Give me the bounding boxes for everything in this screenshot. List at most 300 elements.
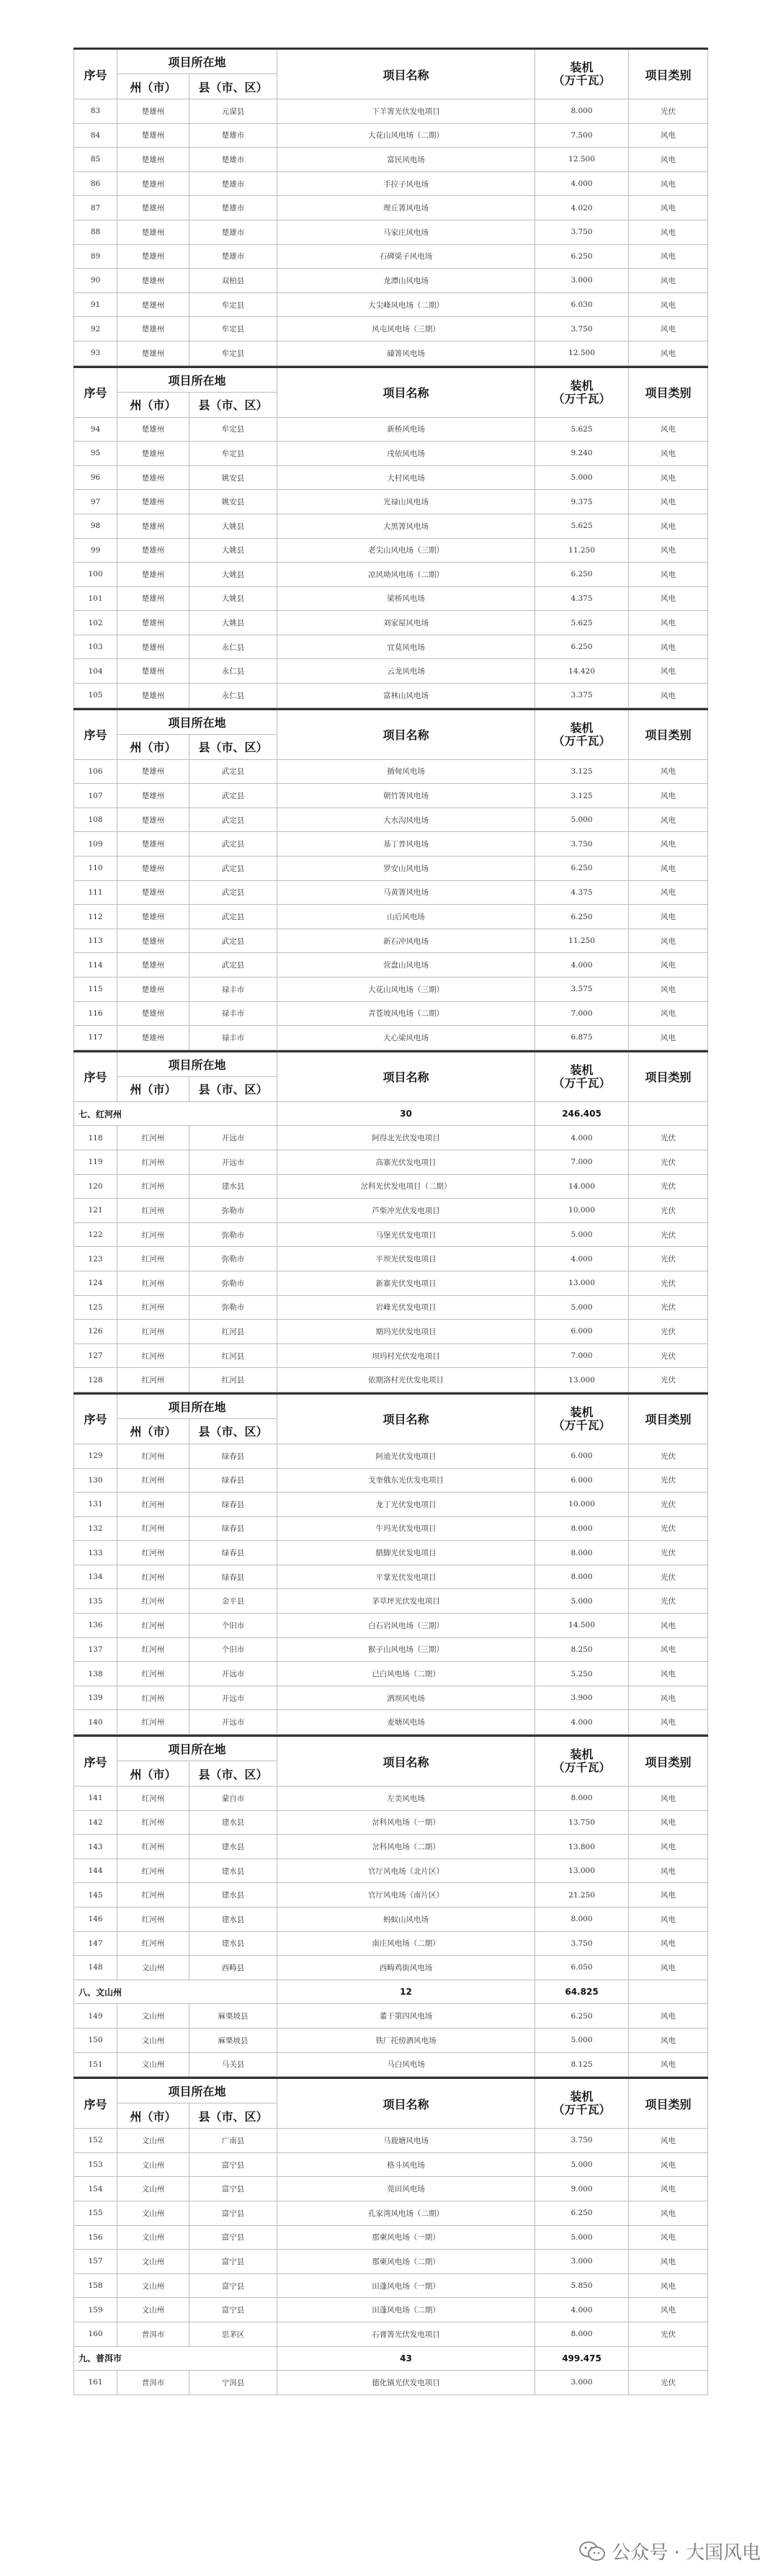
cell-state: 红河州 <box>117 1444 189 1468</box>
table-row <box>74 1150 708 1174</box>
cell-seq: 142 <box>74 1810 117 1835</box>
cell-seq: 103 <box>74 635 117 659</box>
cell-state: 楚雄州 <box>117 196 189 220</box>
cell-county: 弥勒市 <box>189 1271 277 1295</box>
cell-project-name: 依期洛村光伏发电项目 <box>277 1368 535 1392</box>
cell-category: 风电 <box>629 514 708 538</box>
region-category <box>629 1101 708 1126</box>
cell-seq: 84 <box>74 123 117 148</box>
cell-category: 风电 <box>629 1710 708 1735</box>
cell-seq: 93 <box>74 341 117 365</box>
cell-county: 开远市 <box>189 1686 277 1710</box>
table-row <box>74 1786 708 1811</box>
cell-seq: 133 <box>74 1541 117 1565</box>
header-county: 县（市、区） <box>189 2103 277 2129</box>
header-state: 州（市） <box>117 1418 189 1444</box>
cell-seq: 126 <box>74 1320 117 1344</box>
cell-seq: 125 <box>74 1295 117 1320</box>
table-row <box>74 171 708 196</box>
cell-state: 楚雄州 <box>117 514 189 538</box>
cell-state: 楚雄州 <box>117 341 189 365</box>
header-location: 项目所在地 <box>117 49 277 74</box>
cell-project-name: 田蓬风电场（二期） <box>277 2298 535 2322</box>
cell-category: 光伏 <box>629 1271 708 1295</box>
cell-project-name: 马堡光伏发电项目 <box>277 1222 535 1247</box>
header-seq: 序号 <box>74 1736 117 1786</box>
cell-capacity: 4.000 <box>535 171 629 196</box>
cell-county: 禄丰市 <box>189 978 277 1002</box>
header-capacity-line1: 装机 <box>570 1405 594 1419</box>
table-row <box>74 1541 708 1565</box>
cell-category: 风电 <box>629 1908 708 1932</box>
cell-category: 光伏 <box>629 1199 708 1223</box>
cell-capacity: 6.250 <box>535 905 629 929</box>
header-category: 项目类别 <box>629 49 708 99</box>
cell-capacity: 14.500 <box>535 1614 629 1638</box>
cell-state: 红河州 <box>117 1468 189 1493</box>
cell-county: 武定县 <box>189 808 277 832</box>
table-row <box>74 1126 708 1150</box>
cell-project-name: 平坝光伏发电项目 <box>277 1247 535 1271</box>
cell-state: 楚雄州 <box>117 808 189 832</box>
cell-capacity: 3.750 <box>535 1931 629 1956</box>
cell-capacity: 9.240 <box>535 442 629 466</box>
cell-category: 风电 <box>629 2052 708 2077</box>
header-capacity <box>535 367 629 417</box>
cell-seq: 91 <box>74 292 117 317</box>
cell-county: 富宁县 <box>189 2225 277 2250</box>
cell-state: 楚雄州 <box>117 563 189 587</box>
cell-category: 光伏 <box>629 2371 708 2395</box>
cell-seq: 136 <box>74 1614 117 1638</box>
table-row <box>74 538 708 563</box>
cell-state: 红河州 <box>117 1859 189 1883</box>
header-row <box>74 49 708 74</box>
cell-category: 风电 <box>629 490 708 514</box>
cell-category: 光伏 <box>629 1320 708 1344</box>
table-row <box>74 1908 708 1932</box>
cell-project-name: 岩峰光伏发电项目 <box>277 1295 535 1320</box>
header-row <box>74 367 708 392</box>
table-row <box>74 1835 708 1859</box>
cell-category: 风电 <box>629 148 708 172</box>
cell-project-name: 铁厂托傍洒风电场 <box>277 2028 535 2052</box>
cell-project-name: 理丘箐风电场 <box>277 196 535 220</box>
table-row <box>74 905 708 929</box>
cell-project-name: 孔家湾风电场（二期） <box>277 2201 535 2225</box>
cell-capacity: 21.250 <box>535 1883 629 1908</box>
table-row <box>74 1222 708 1247</box>
table-row <box>74 659 708 684</box>
cell-project-name: 田蓬风电场（一期） <box>277 2273 535 2298</box>
cell-state: 文山州 <box>117 2250 189 2274</box>
table-row <box>74 1368 708 1392</box>
cell-seq: 155 <box>74 2201 117 2225</box>
cell-capacity: 9.000 <box>535 2177 629 2201</box>
cell-project-name: 青苍坡风电场（二期） <box>277 1001 535 1026</box>
header-capacity-line2: （万千瓦） <box>553 1075 611 1090</box>
cell-capacity: 13.750 <box>535 1810 629 1835</box>
cell-county: 楚雄市 <box>189 171 277 196</box>
cell-state: 红河州 <box>117 1320 189 1344</box>
cell-county: 绿春县 <box>189 1565 277 1589</box>
cell-county: 开远市 <box>189 1126 277 1150</box>
cell-state: 楚雄州 <box>117 465 189 490</box>
cell-capacity: 6.050 <box>535 1956 629 1980</box>
cell-state: 红河州 <box>117 1810 189 1835</box>
cell-county: 富宁县 <box>189 2250 277 2274</box>
cell-capacity: 14.420 <box>535 659 629 684</box>
header-county: 县（市、区） <box>189 734 277 759</box>
cell-project-name: 基丁普风电场 <box>277 832 535 857</box>
cell-state: 文山州 <box>117 2152 189 2177</box>
cell-state: 楚雄州 <box>117 929 189 953</box>
cell-seq: 143 <box>74 1835 117 1859</box>
header-location: 项目所在地 <box>117 709 277 734</box>
cell-capacity: 8.125 <box>535 2052 629 2077</box>
cell-seq: 113 <box>74 929 117 953</box>
cell-category: 风电 <box>629 563 708 587</box>
table-row <box>74 857 708 881</box>
cell-state: 普洱市 <box>117 2371 189 2395</box>
cell-project-name: 阿得北光伏发电项目 <box>277 1126 535 1150</box>
cell-seq: 151 <box>74 2052 117 2077</box>
cell-category: 风电 <box>629 684 708 708</box>
cell-category: 光伏 <box>629 99 708 124</box>
cell-seq: 95 <box>74 442 117 466</box>
cell-state: 楚雄州 <box>117 784 189 808</box>
cell-state: 楚雄州 <box>117 317 189 341</box>
cell-category: 风电 <box>629 2004 708 2029</box>
cell-project-name: 茅草坪光伏发电项目 <box>277 1589 535 1614</box>
cell-category: 风电 <box>629 611 708 635</box>
cell-project-name: 风屯风电场（三期） <box>277 317 535 341</box>
table-row <box>74 123 708 148</box>
table-segment <box>73 1735 708 2077</box>
cell-state: 红河州 <box>117 1883 189 1908</box>
cell-state: 楚雄州 <box>117 953 189 978</box>
cell-project-name: 岔科风电场（一期） <box>277 1810 535 1835</box>
cell-seq: 129 <box>74 1444 117 1468</box>
cell-capacity: 5.000 <box>535 2028 629 2052</box>
header-category: 项目类别 <box>629 367 708 417</box>
table-row <box>74 1883 708 1908</box>
cell-state: 楚雄州 <box>117 417 189 442</box>
cell-state: 红河州 <box>117 1686 189 1710</box>
table-row <box>74 1468 708 1493</box>
table-segment <box>73 366 708 708</box>
cell-county: 禄丰市 <box>189 1001 277 1026</box>
cell-category: 光伏 <box>629 1343 708 1368</box>
cell-county: 永仁县 <box>189 635 277 659</box>
cell-state: 楚雄州 <box>117 635 189 659</box>
cell-county: 牟定县 <box>189 292 277 317</box>
cell-capacity: 4.375 <box>535 880 629 905</box>
cell-project-name: 官厅风电场（北片区） <box>277 1859 535 1883</box>
cell-capacity: 7.500 <box>535 123 629 148</box>
cell-county: 蒙自市 <box>189 1786 277 1811</box>
cell-capacity: 13.000 <box>535 1368 629 1392</box>
cell-county: 楚雄市 <box>189 244 277 269</box>
header-county: 县（市、区） <box>189 392 277 417</box>
header-project-name: 项目名称 <box>277 1051 535 1101</box>
cell-seq: 111 <box>74 880 117 905</box>
cell-state: 楚雄州 <box>117 442 189 466</box>
cell-project-name: 大黑箐风电场 <box>277 514 535 538</box>
cell-capacity: 8.000 <box>535 2322 629 2346</box>
cell-category: 风电 <box>629 857 708 881</box>
cell-county: 麻栗坡县 <box>189 2004 277 2029</box>
table-segment <box>73 48 708 366</box>
cell-state: 楚雄州 <box>117 832 189 857</box>
cell-capacity: 5.000 <box>535 1295 629 1320</box>
cell-seq: 131 <box>74 1493 117 1517</box>
header-project-name: 项目名称 <box>277 709 535 759</box>
table-row <box>74 2322 708 2346</box>
cell-state: 红河州 <box>117 1710 189 1735</box>
cell-seq: 153 <box>74 2152 117 2177</box>
header-category: 项目类别 <box>629 709 708 759</box>
cell-category: 风电 <box>629 2152 708 2177</box>
cell-state: 楚雄州 <box>117 148 189 172</box>
cell-county: 建水县 <box>189 1174 277 1199</box>
cell-seq: 98 <box>74 514 117 538</box>
cell-county: 大姚县 <box>189 586 277 611</box>
cell-county: 楚雄市 <box>189 123 277 148</box>
cell-state: 楚雄州 <box>117 244 189 269</box>
cell-capacity: 5.625 <box>535 417 629 442</box>
table-row <box>74 1493 708 1517</box>
cell-capacity: 10.000 <box>535 1493 629 1517</box>
cell-county: 楚雄市 <box>189 196 277 220</box>
header-project-name: 项目名称 <box>277 1393 535 1444</box>
cell-county: 开远市 <box>189 1150 277 1174</box>
header-row <box>74 1393 708 1418</box>
cell-capacity: 8.000 <box>535 1908 629 1932</box>
cell-seq: 101 <box>74 586 117 611</box>
region-capacity: 64.825 <box>535 1980 629 2004</box>
header-capacity <box>535 49 629 99</box>
table-row <box>74 2298 708 2322</box>
cell-seq: 145 <box>74 1883 117 1908</box>
table-row <box>74 2225 708 2250</box>
cell-county: 元谋县 <box>189 99 277 124</box>
table-row <box>74 1199 708 1223</box>
table-row <box>74 1565 708 1589</box>
cell-county: 大姚县 <box>189 514 277 538</box>
cell-county: 建水县 <box>189 1931 277 1956</box>
cell-project-name: 莞田风电场 <box>277 2177 535 2201</box>
table-row <box>74 99 708 124</box>
header-capacity-line2: （万千瓦） <box>553 733 611 748</box>
header-capacity-line2: （万千瓦） <box>553 73 611 87</box>
header-capacity-line1: 装机 <box>570 2090 594 2104</box>
header-capacity-line1: 装机 <box>570 720 594 735</box>
header-capacity <box>535 1736 629 1786</box>
table-row <box>74 2250 708 2274</box>
cell-project-name: 新寨光伏发电项目 <box>277 1271 535 1295</box>
table-row <box>74 465 708 490</box>
cell-state: 红河州 <box>117 1516 189 1541</box>
table-row <box>74 1001 708 1026</box>
table-row <box>74 832 708 857</box>
table-row <box>74 417 708 442</box>
cell-category: 光伏 <box>629 1589 708 1614</box>
cell-state: 楚雄州 <box>117 292 189 317</box>
cell-state: 楚雄州 <box>117 490 189 514</box>
cell-category: 风电 <box>629 171 708 196</box>
cell-category: 风电 <box>629 1662 708 1686</box>
region-capacity: 246.405 <box>535 1101 629 1126</box>
cell-seq: 121 <box>74 1199 117 1223</box>
cell-state: 楚雄州 <box>117 1026 189 1050</box>
cell-county: 武定县 <box>189 759 277 784</box>
cell-county: 姚安县 <box>189 465 277 490</box>
cell-category: 风电 <box>629 2201 708 2225</box>
cell-county: 武定县 <box>189 784 277 808</box>
cell-project-name: 阿迪光伏发电项目 <box>277 1444 535 1468</box>
cell-county: 武定县 <box>189 832 277 857</box>
cell-seq: 114 <box>74 953 117 978</box>
cell-seq: 116 <box>74 1001 117 1026</box>
cell-county: 个旧市 <box>189 1637 277 1662</box>
cell-county: 富宁县 <box>189 2201 277 2225</box>
cell-category: 风电 <box>629 832 708 857</box>
cell-capacity: 5.000 <box>535 1589 629 1614</box>
header-county: 县（市、区） <box>189 1076 277 1101</box>
cell-project-name: 营盘山风电场 <box>277 953 535 978</box>
cell-project-name: 石膏箐光伏发电项目 <box>277 2322 535 2346</box>
cell-county: 楚雄市 <box>189 148 277 172</box>
cell-capacity: 8.000 <box>535 1516 629 1541</box>
cell-capacity: 12.500 <box>535 341 629 365</box>
cell-county: 富宁县 <box>189 2177 277 2201</box>
cell-seq: 85 <box>74 148 117 172</box>
cell-county: 牟定县 <box>189 442 277 466</box>
cell-state: 文山州 <box>117 2129 189 2153</box>
cell-project-name: 猴子山风电场（三期） <box>277 1637 535 1662</box>
cell-project-name: 宜莫风电场 <box>277 635 535 659</box>
region-count: 43 <box>277 2346 535 2371</box>
cell-capacity: 8.000 <box>535 1541 629 1565</box>
cell-seq: 102 <box>74 611 117 635</box>
cell-project-name: 马家庄风电场 <box>277 220 535 244</box>
header-state: 州（市） <box>117 74 189 99</box>
header-project-name: 项目名称 <box>277 49 535 99</box>
cell-capacity: 3.750 <box>535 832 629 857</box>
cell-project-name: 高寨光伏发电项目 <box>277 1150 535 1174</box>
cell-state: 红河州 <box>117 1541 189 1565</box>
cell-state: 楚雄州 <box>117 684 189 708</box>
region-summary-row <box>74 1101 708 1126</box>
table-row <box>74 1247 708 1271</box>
table-row <box>74 490 708 514</box>
cell-seq: 117 <box>74 1026 117 1050</box>
cell-category: 风电 <box>629 1001 708 1026</box>
cell-seq: 141 <box>74 1786 117 1811</box>
header-category: 项目类别 <box>629 1736 708 1786</box>
cell-project-name: 大心梁风电场 <box>277 1026 535 1050</box>
cell-seq: 118 <box>74 1126 117 1150</box>
header-category: 项目类别 <box>629 2078 708 2129</box>
cell-capacity: 8.000 <box>535 1786 629 1811</box>
header-capacity-line2: （万千瓦） <box>553 391 611 406</box>
cell-project-name: 磉箐风电场 <box>277 341 535 365</box>
cell-seq: 107 <box>74 784 117 808</box>
cell-category: 风电 <box>629 1956 708 1980</box>
header-state: 州（市） <box>117 1076 189 1101</box>
cell-state: 红河州 <box>117 1174 189 1199</box>
cell-seq: 156 <box>74 2225 117 2250</box>
table-row <box>74 1859 708 1883</box>
cell-seq: 128 <box>74 1368 117 1392</box>
cell-seq: 88 <box>74 220 117 244</box>
cell-category: 风电 <box>629 1931 708 1956</box>
cell-state: 楚雄州 <box>117 171 189 196</box>
cell-seq: 135 <box>74 1589 117 1614</box>
table-row <box>74 341 708 365</box>
cell-state: 楚雄州 <box>117 611 189 635</box>
cell-project-name: 罗安山风电场 <box>277 857 535 881</box>
cell-capacity: 6.250 <box>535 2201 629 2225</box>
cell-category: 风电 <box>629 905 708 929</box>
header-seq: 序号 <box>74 1051 117 1101</box>
cell-county: 武定县 <box>189 953 277 978</box>
cell-capacity: 7.000 <box>535 1001 629 1026</box>
cell-project-name: 董干第四风电场 <box>277 2004 535 2029</box>
cell-seq: 115 <box>74 978 117 1002</box>
cell-seq: 87 <box>74 196 117 220</box>
cell-seq: 96 <box>74 465 117 490</box>
table-row <box>74 586 708 611</box>
table-segment <box>73 1050 708 1392</box>
cell-project-name: 腊脚光伏发电项目 <box>277 1541 535 1565</box>
cell-project-name: 凉风坳风电场（二期） <box>277 563 535 587</box>
cell-category: 风电 <box>629 1637 708 1662</box>
header-row <box>74 709 708 734</box>
cell-seq: 148 <box>74 1956 117 1980</box>
header-county: 县（市、区） <box>189 1761 277 1786</box>
cell-seq: 150 <box>74 2028 117 2052</box>
cell-state: 红河州 <box>117 1150 189 1174</box>
region-count: 12 <box>277 1980 535 2004</box>
cell-category: 光伏 <box>629 1468 708 1493</box>
cell-state: 红河州 <box>117 1343 189 1368</box>
cell-category: 光伏 <box>629 1126 708 1150</box>
cell-seq: 89 <box>74 244 117 269</box>
cell-capacity: 5.625 <box>535 514 629 538</box>
region-category <box>629 2346 708 2371</box>
cell-project-name: 官厅风电场（南片区） <box>277 1883 535 1908</box>
cell-capacity: 6.250 <box>535 563 629 587</box>
header-capacity <box>535 1051 629 1101</box>
header-capacity <box>535 1393 629 1444</box>
cell-state: 楚雄州 <box>117 586 189 611</box>
cell-seq: 106 <box>74 759 117 784</box>
wechat-icon <box>578 2540 606 2563</box>
cell-county: 姚安县 <box>189 490 277 514</box>
cell-seq: 90 <box>74 269 117 293</box>
cell-category: 风电 <box>629 341 708 365</box>
table-row <box>74 1810 708 1835</box>
table-row <box>74 1637 708 1662</box>
cell-state: 红河州 <box>117 1637 189 1662</box>
cell-state: 文山州 <box>117 2028 189 2052</box>
header-county: 县（市、区） <box>189 1418 277 1444</box>
cell-state: 楚雄州 <box>117 1001 189 1026</box>
cell-seq: 160 <box>74 2322 117 2346</box>
table-segment <box>73 2077 708 2395</box>
